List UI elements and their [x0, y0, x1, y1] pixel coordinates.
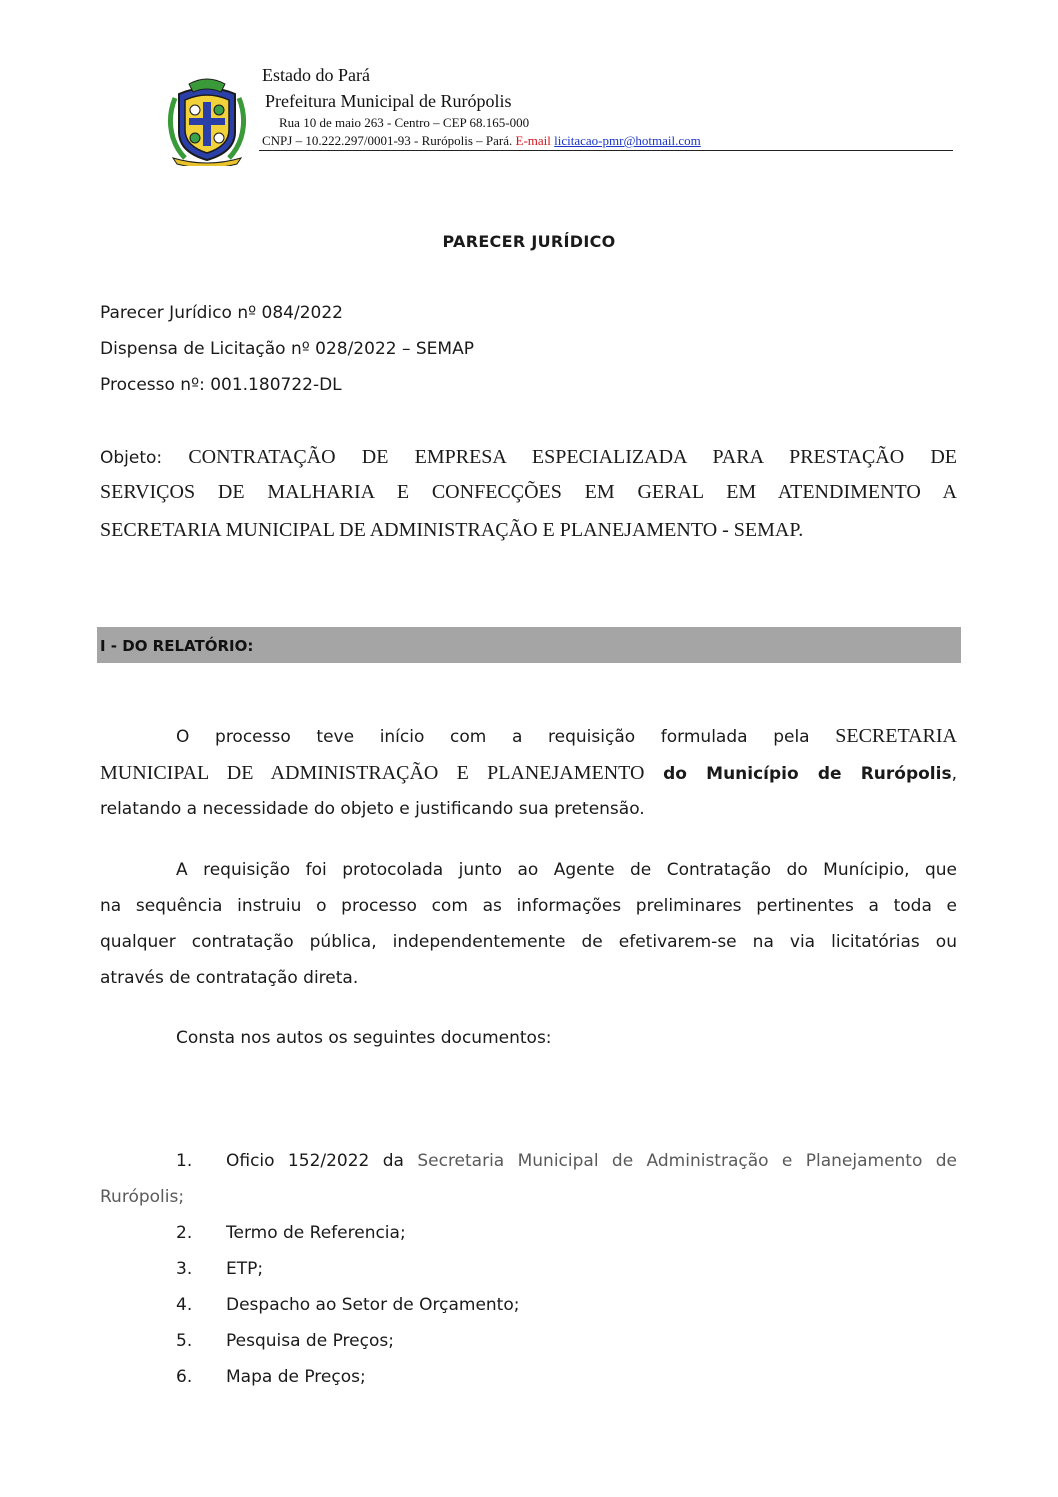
dispensa-number: Dispensa de Licitação nº 028/2022 – SEMAP [100, 339, 474, 359]
list-item-2-text: Termo de Referencia; [226, 1223, 406, 1243]
list-item-1-text-b: Secretaria Municipal de Administração e Planejamento de [417, 1151, 957, 1171]
processo-number: Processo nº: 001.180722-DL [100, 375, 342, 395]
p1-municipio [663, 764, 957, 784]
p1-municipio-bold: do Município de Rurópolis [663, 764, 952, 784]
paragraph-3: Consta nos autos os seguintes documentos: [176, 1028, 552, 1048]
objeto-line-2: SERVIÇOS DE MALHARIA E CONFECÇÕES EM GERAL EM ATENDIMENTO A [100, 481, 957, 503]
list-item-1-continuation: Rurópolis; [100, 1187, 185, 1207]
header-cnpj-line [262, 133, 701, 149]
list-item-3-number: 3. [176, 1259, 193, 1279]
objeto-text-1: CONTRATAÇÃO DE EMPRESA ESPECIALIZADA PARA PRESTAÇÃO DE [188, 446, 958, 468]
paragraph-1-line-3: relatando a necessidade do objeto e justificando sua pretensão. [100, 799, 645, 819]
list-item-4-text: Despacho ao Setor de Orçamento; [226, 1295, 520, 1315]
paragraph-1-line-1 [176, 725, 957, 748]
p1-comma: , [951, 764, 957, 784]
list-item-6-number: 6. [176, 1367, 193, 1387]
paragraph-2-line-4: através de contratação direta. [100, 968, 359, 988]
paragraph-2-line-1: A requisição foi protocolada junto ao Agente de Contratação do Munícipio, que [176, 860, 957, 880]
parecer-number: Parecer Jurídico nº 084/2022 [100, 303, 343, 323]
objeto-line-1 [100, 446, 957, 469]
objeto-label: Objeto: [100, 448, 163, 468]
section-title: I - DO RELATÓRIO: [100, 637, 254, 655]
header-prefeitura: Prefeitura Municipal de Rurópolis [265, 91, 512, 111]
header-cnpj: CNPJ – 10.222.297/0001-93 - Rurópolis – Pará. [262, 133, 513, 148]
header-email-label: E-mail [515, 133, 551, 148]
list-item-1-text-a: Oficio 152/2022 da [226, 1151, 404, 1171]
list-item-1-number: 1. [176, 1151, 193, 1171]
header-divider [259, 150, 953, 151]
list-item-1-text [226, 1151, 957, 1171]
header-state: Estado do Pará [262, 65, 370, 85]
list-item-3-text: ETP; [226, 1259, 264, 1279]
list-item-2-number: 2. [176, 1223, 193, 1243]
paragraph-2-line-2: na sequência instruiu o processo com as informações preliminares pertinentes a toda e [100, 896, 957, 916]
header-email-link[interactable]: licitacao-pmr@hotmail.com [554, 133, 701, 148]
list-item-5-number: 5. [176, 1331, 193, 1351]
p1-text: O processo teve início com a requisição formulada pela [176, 727, 810, 747]
paragraph-1-line-2 [100, 762, 957, 785]
paragraph-2-line-3: qualquer contratação pública, independentemente de efetivarem-se na via licitatórias ou [100, 932, 957, 952]
coat-of-arms-icon [165, 74, 249, 166]
document-title: PARECER JURÍDICO [442, 232, 616, 251]
p1-secretaria-name: MUNICIPAL DE ADMINISTRAÇÃO E PLANEJAMENTO [100, 762, 645, 784]
header-address: Rua 10 de maio 263 - Centro – CEP 68.165-000 [279, 115, 530, 130]
p1-secretaria: SECRETARIA [835, 725, 957, 747]
list-item-5-text: Pesquisa de Preços; [226, 1331, 394, 1351]
list-item-6-text: Mapa de Preços; [226, 1367, 366, 1387]
objeto-line-3: SECRETARIA MUNICIPAL DE ADMINISTRAÇÃO E PLANEJAMENTO - SEMAP. [100, 519, 804, 541]
list-item-4-number: 4. [176, 1295, 193, 1315]
